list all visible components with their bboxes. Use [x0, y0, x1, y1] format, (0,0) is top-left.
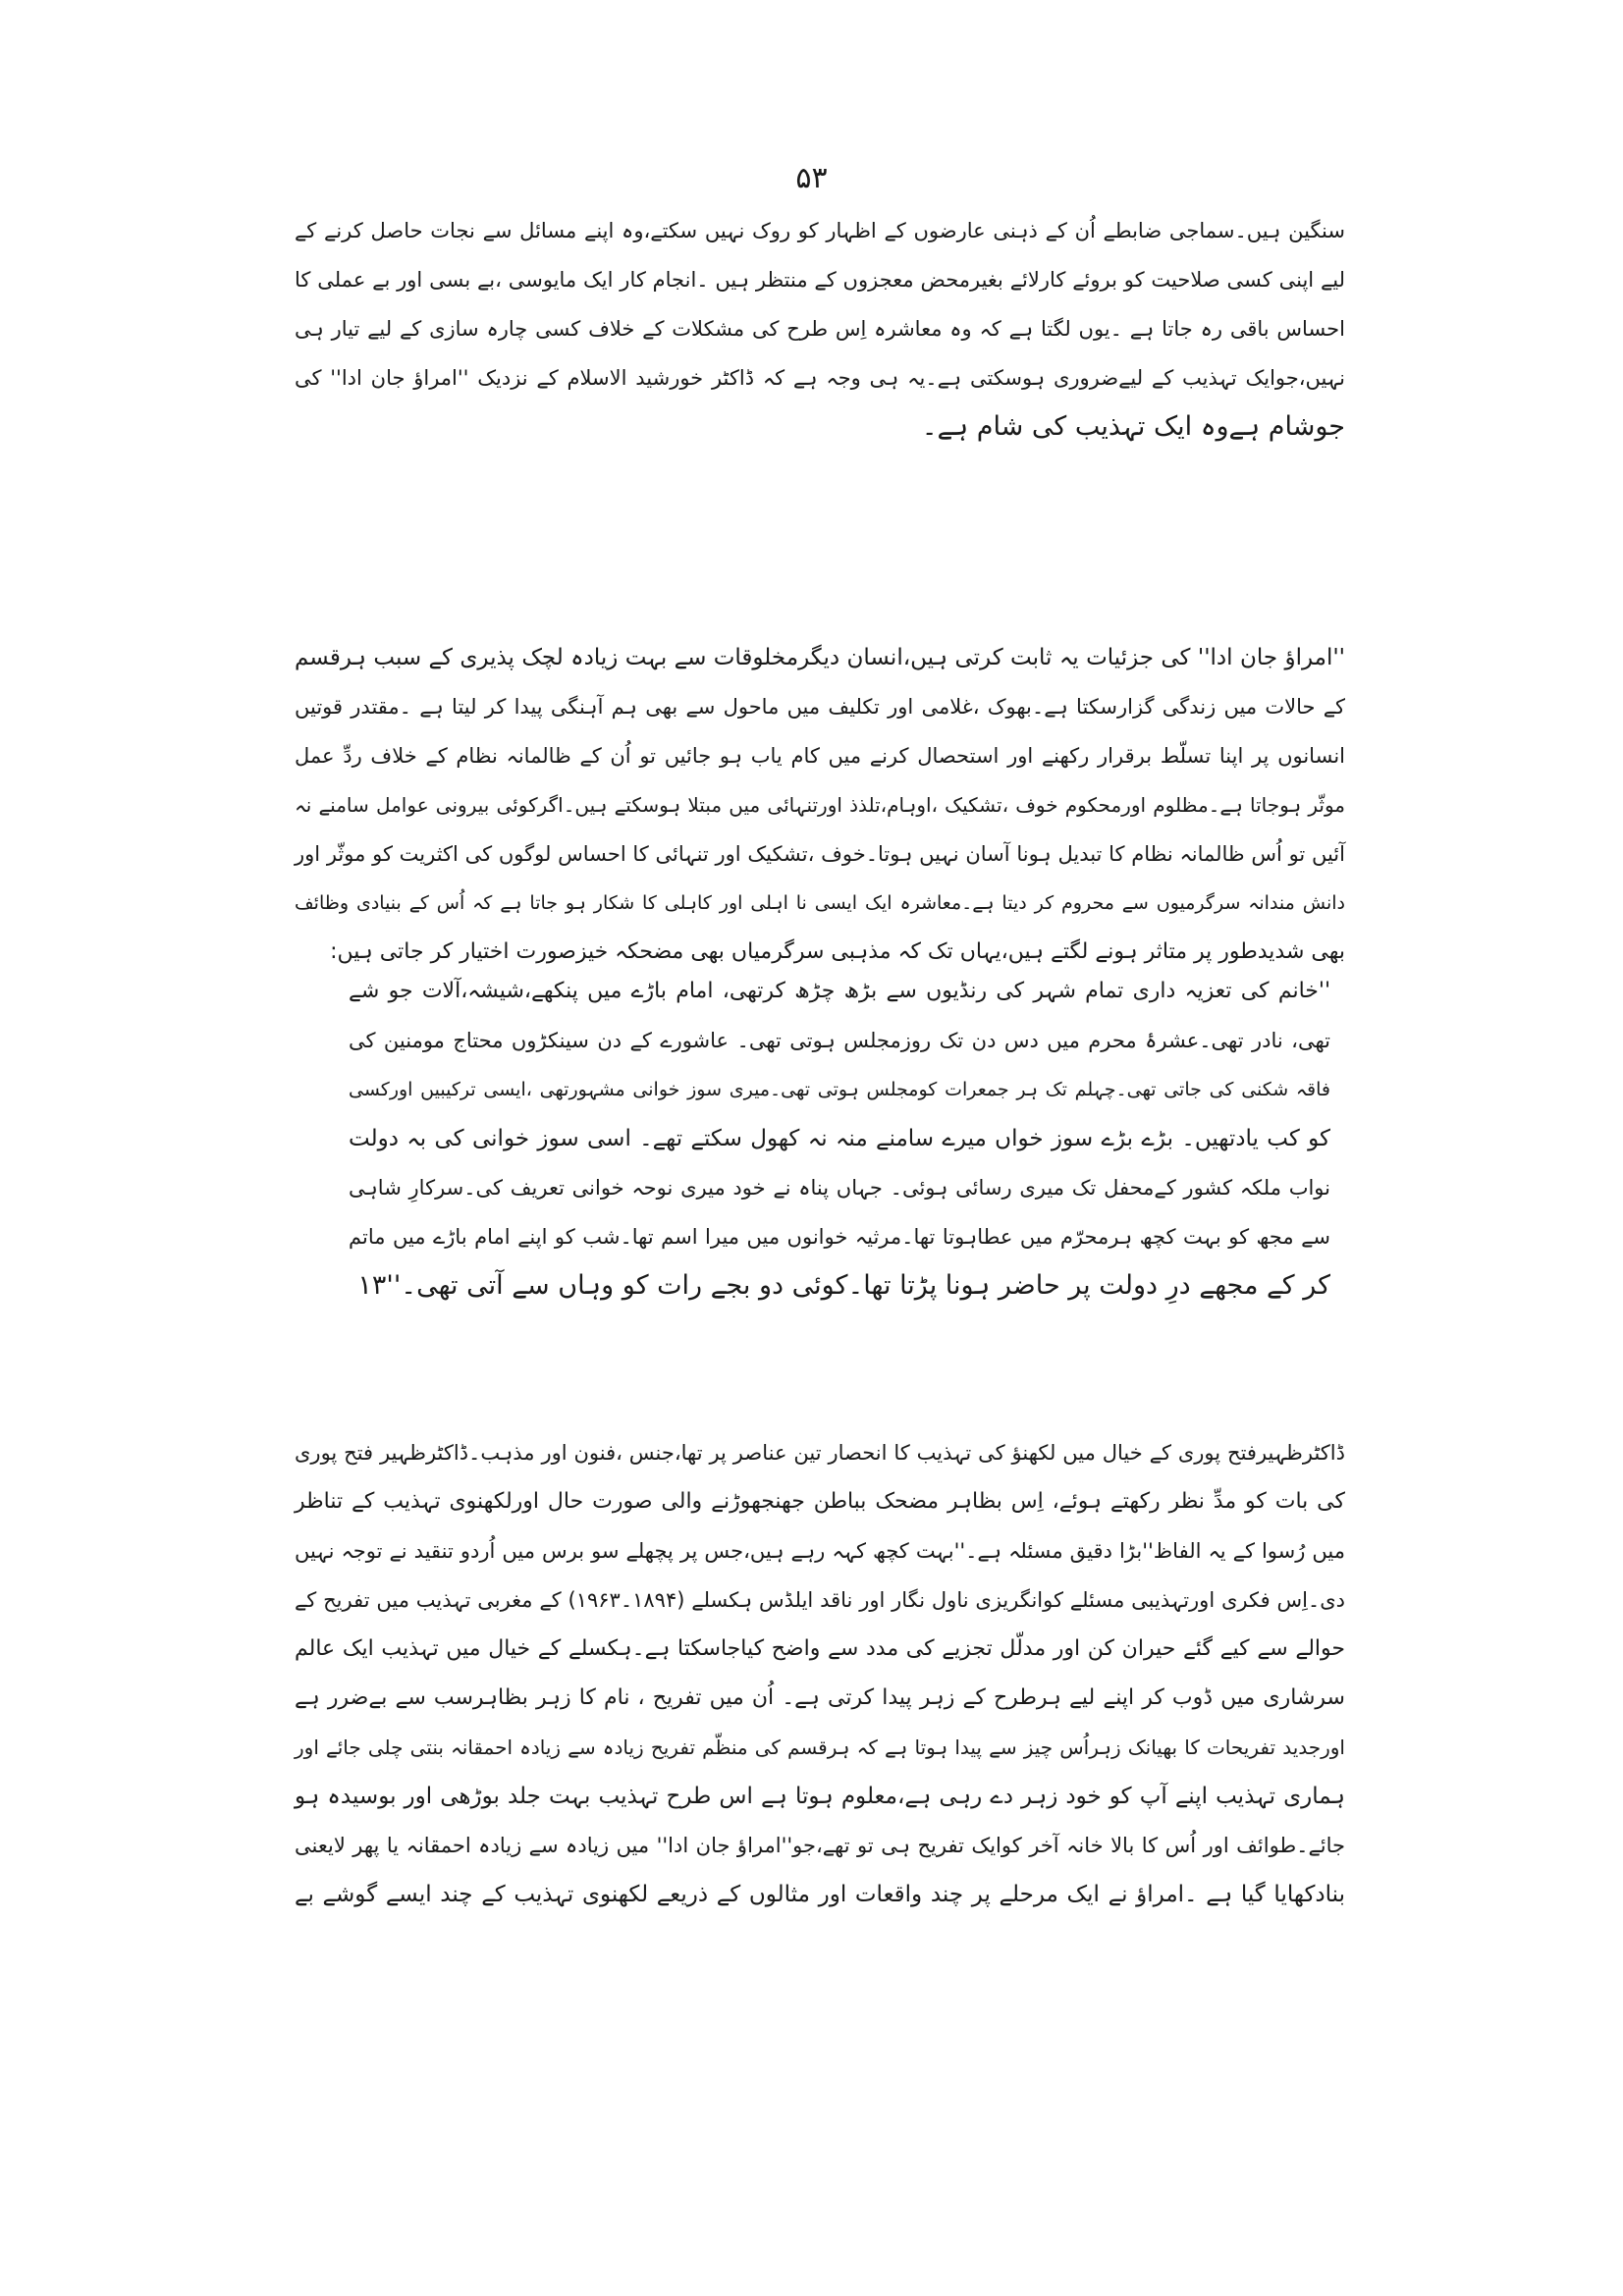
quote-line: نواب ملکہ کشور کےمحفل تک میری رسائی ہوئی۔ جہاں پناہ نے خود میری نوحہ خوانی تعریف کی۔سرکارِ شاہی	[349, 1176, 1330, 1200]
paragraph-line: بنادکھایا گیا ہے ۔امراؤ نے ایک مرحلے پر چند واقعات اور مثالوں کے ذریعے لکھنوی تہذیب کے چند ایسے گوشے بے	[295, 1882, 1345, 1907]
paragraph-line: ہماری تہذیب اپنے آپ کو خود زہر دے رہی ہے،معلوم ہوتا ہے اس طرح تہذیب بہت جلد بوڑھی اور بوسیدہ ہو	[295, 1784, 1345, 1809]
quote-line: فاقہ شکنی کی جاتی تھی۔چہلم تک ہر جمعرات کومجلس ہوتی تھی۔میری سوز خوانی مشہورتھی ،ایسی ترکیبیں اورکسی	[349, 1079, 1330, 1100]
quote-line: تھی، نادر تھی۔عشرۂ محرم میں دس دن تک روزمجلس ہوتی تھی۔ عاشورے کے دن سینکڑوں محتاج مومنین کی	[349, 1029, 1330, 1052]
quote-line: کر کے مجھے درِ دولت پر حاضر ہونا پڑتا تھا۔کوئی دو بجے رات کو وہاں سے آتی تھی۔''۱۳	[357, 1270, 1330, 1301]
paragraph-line: آئیں تو اُس ظالمانہ نظام کا تبدیل ہونا آسان نہیں ہوتا۔خوف ،تشکیک اور تنہائی کا احساس لوگوں کی اکثریت کو موثّر اور	[295, 842, 1345, 866]
quote-line: کو کب یادتھیں۔ بڑے بڑے سوز خواں میرے سامنے منہ نہ کھول سکتے تھے۔ اسی سوز خوانی کی بہ دولت	[349, 1126, 1330, 1151]
paragraph-line: سرشاری میں ڈوب کر اپنے لیے ہرطرح کے زہر پیدا کرتی ہے۔ اُن میں تفریح ، نام کا زہر بظاہرسب سے بےضرر ہے	[295, 1685, 1345, 1710]
paragraph-line: دانش مندانہ سرگرمیوں سے محروم کر دیتا ہے۔معاشرہ ایک ایسی نا اہلی اور کاہلی کا شکار ہو جاتا ہے کہ اُس کے بنیادی وظائف	[295, 892, 1345, 914]
paragraph-line: دی۔اِس فکری اورتہذیبی مسئلے کوانگریزی ناول نگار اور ناقد ایلڈس ہکسلے (۱۸۹۴۔۱۹۶۳) کے مغربی تہذیب میں تفریح کے	[295, 1588, 1346, 1612]
paragraph-line: سنگین ہیں۔سماجی ضابطے اُن کے ذہنی عارضوں کے اظہار کو روک نہیں سکتے،وہ اپنے مسائل سے نجات حاصل کرنے کے	[295, 219, 1345, 242]
paragraph-line: کی بات کو مدِّ نظر رکھتے ہوئے، اِس بظاہر مضحک بباطن جھنجھوڑنے والی صورت حال اورلکھنوی تہذیب کے تناظر	[295, 1489, 1345, 1514]
paragraph-line: اورجدید تفریحات کا بھیانک زہراُس چیز سے پیدا ہوتا ہے کہ ہرقسم کی منظّم تفریح زیادہ سے زیادہ احمقانہ بنتی چلی جائے اور	[295, 1735, 1345, 1759]
paragraph-line: حوالے سے کیے گئے حیران کن اور مدلّل تجزیے کی مدد سے واضح کیاجاسکتا ہے۔ہکسلے کے خیال میں تہذیب ایک عالم	[295, 1636, 1345, 1661]
quote-line: سے مجھ کو بہت کچھ ہرمحرّم میں عطاہوتا تھا۔مرثیہ خوانوں میں میرا اسم تھا۔شب کو اپنے امام باڑے میں ماتم	[349, 1225, 1330, 1249]
paragraph-line: ''امراؤ جان ادا'' کی جزئیات یہ ثابت کرتی ہیں،انسان دیگرمخلوقات سے بہت زیادہ لچک پذیری کے سبب ہرقسم	[295, 645, 1345, 670]
paragraph-line: میں رُسوا کے یہ الفاظ''بڑا دقیق مسئلہ ہے۔''بہت کچھ کہہ رہے ہیں،جس پر پچھلے سو برس میں اُردو تنقید نے توجہ نہیں	[295, 1539, 1345, 1563]
paragraph-line: ڈاکٹرظہیرفتح پوری کے خیال میں لکھنؤ کی تہذیب کا انحصار تین عناصر پر تھا،جنس ،فنون اور مذہب۔ڈاکٹرظہیر فتح پوری	[295, 1441, 1345, 1465]
paragraph-line: جوشام ہےوہ ایک تہذیب کی شام ہے۔	[921, 411, 1345, 442]
paragraph-line: جائے۔طوائف اور اُس کا بالا خانہ آخر کوایک تفریح ہی تو تھے،جو''امراؤ جان ادا'' میں زیادہ سے زیادہ احمقانہ یا پھر لایعنی	[295, 1834, 1345, 1857]
paragraph-3	[295, 1428, 1345, 1919]
paragraph-2	[295, 633, 1345, 977]
paragraph-line: موثّر ہوجاتا ہے۔مظلوم اورمحکوم خوف ،تشکیک ،اوہام،تلذذ اورتنہائی میں مبتلا ہوسکتے ہیں۔اگرکوئی بیرونی عوامل سامنے نہ	[295, 793, 1345, 817]
paragraph-line: لیے اپنی کسی صلاحیت کو بروئے کارلائے بغیرمحض معجزوں کے منتظر ہیں ۔انجام کار ایک مایوسی ،بے بسی اور بے عملی کا	[295, 268, 1345, 292]
block-quote	[349, 967, 1330, 1310]
paragraph-line: نہیں،جوایک تہذیب کے لیےضروری ہوسکتی ہے۔یہ ہی وجہ ہے کہ ڈاکٹر خورشید الاسلام کے نزدیک ''امراؤ جان ادا'' کی	[295, 366, 1345, 390]
page-number: ۵۳	[795, 161, 828, 195]
paragraph-1	[295, 206, 1345, 452]
quote-line: ''خانم کی تعزیہ داری تمام شہر کی رنڈیوں سے بڑھ چڑھ کرتھی، امام باڑے میں پنکھے،شیشہ،آلات جو شے	[349, 979, 1330, 1003]
paragraph-line: بھی شدیدطور پر متاثر ہونے لگتے ہیں،یہاں تک کہ مذہبی سرگرمیاں بھی مضحکہ خیزصورت اختیار کر جاتی ہیں:	[330, 939, 1345, 964]
paragraph-line: کے حالات میں زندگی گزارسکتا ہے۔بھوک ،غلامی اور تکلیف میں ماحول سے بھی ہم آہنگی پیدا کر لیتا ہے ۔مقتدر قوتیں	[295, 695, 1345, 719]
paragraph-line: احساس باقی رہ جاتا ہے ۔یوں لگتا ہے کہ وہ معاشرہ اِس طرح کی مشکلات کے خلاف کسی چارہ سازی کے لیے تیار ہی	[295, 317, 1345, 341]
paragraph-line: انسانوں پر اپنا تسلّط برقرار رکھنے اور استحصال کرنے میں کام یاب ہو جائیں تو اُن کے ظالمانہ نظام کے خلاف ردِّ عمل	[295, 744, 1345, 768]
